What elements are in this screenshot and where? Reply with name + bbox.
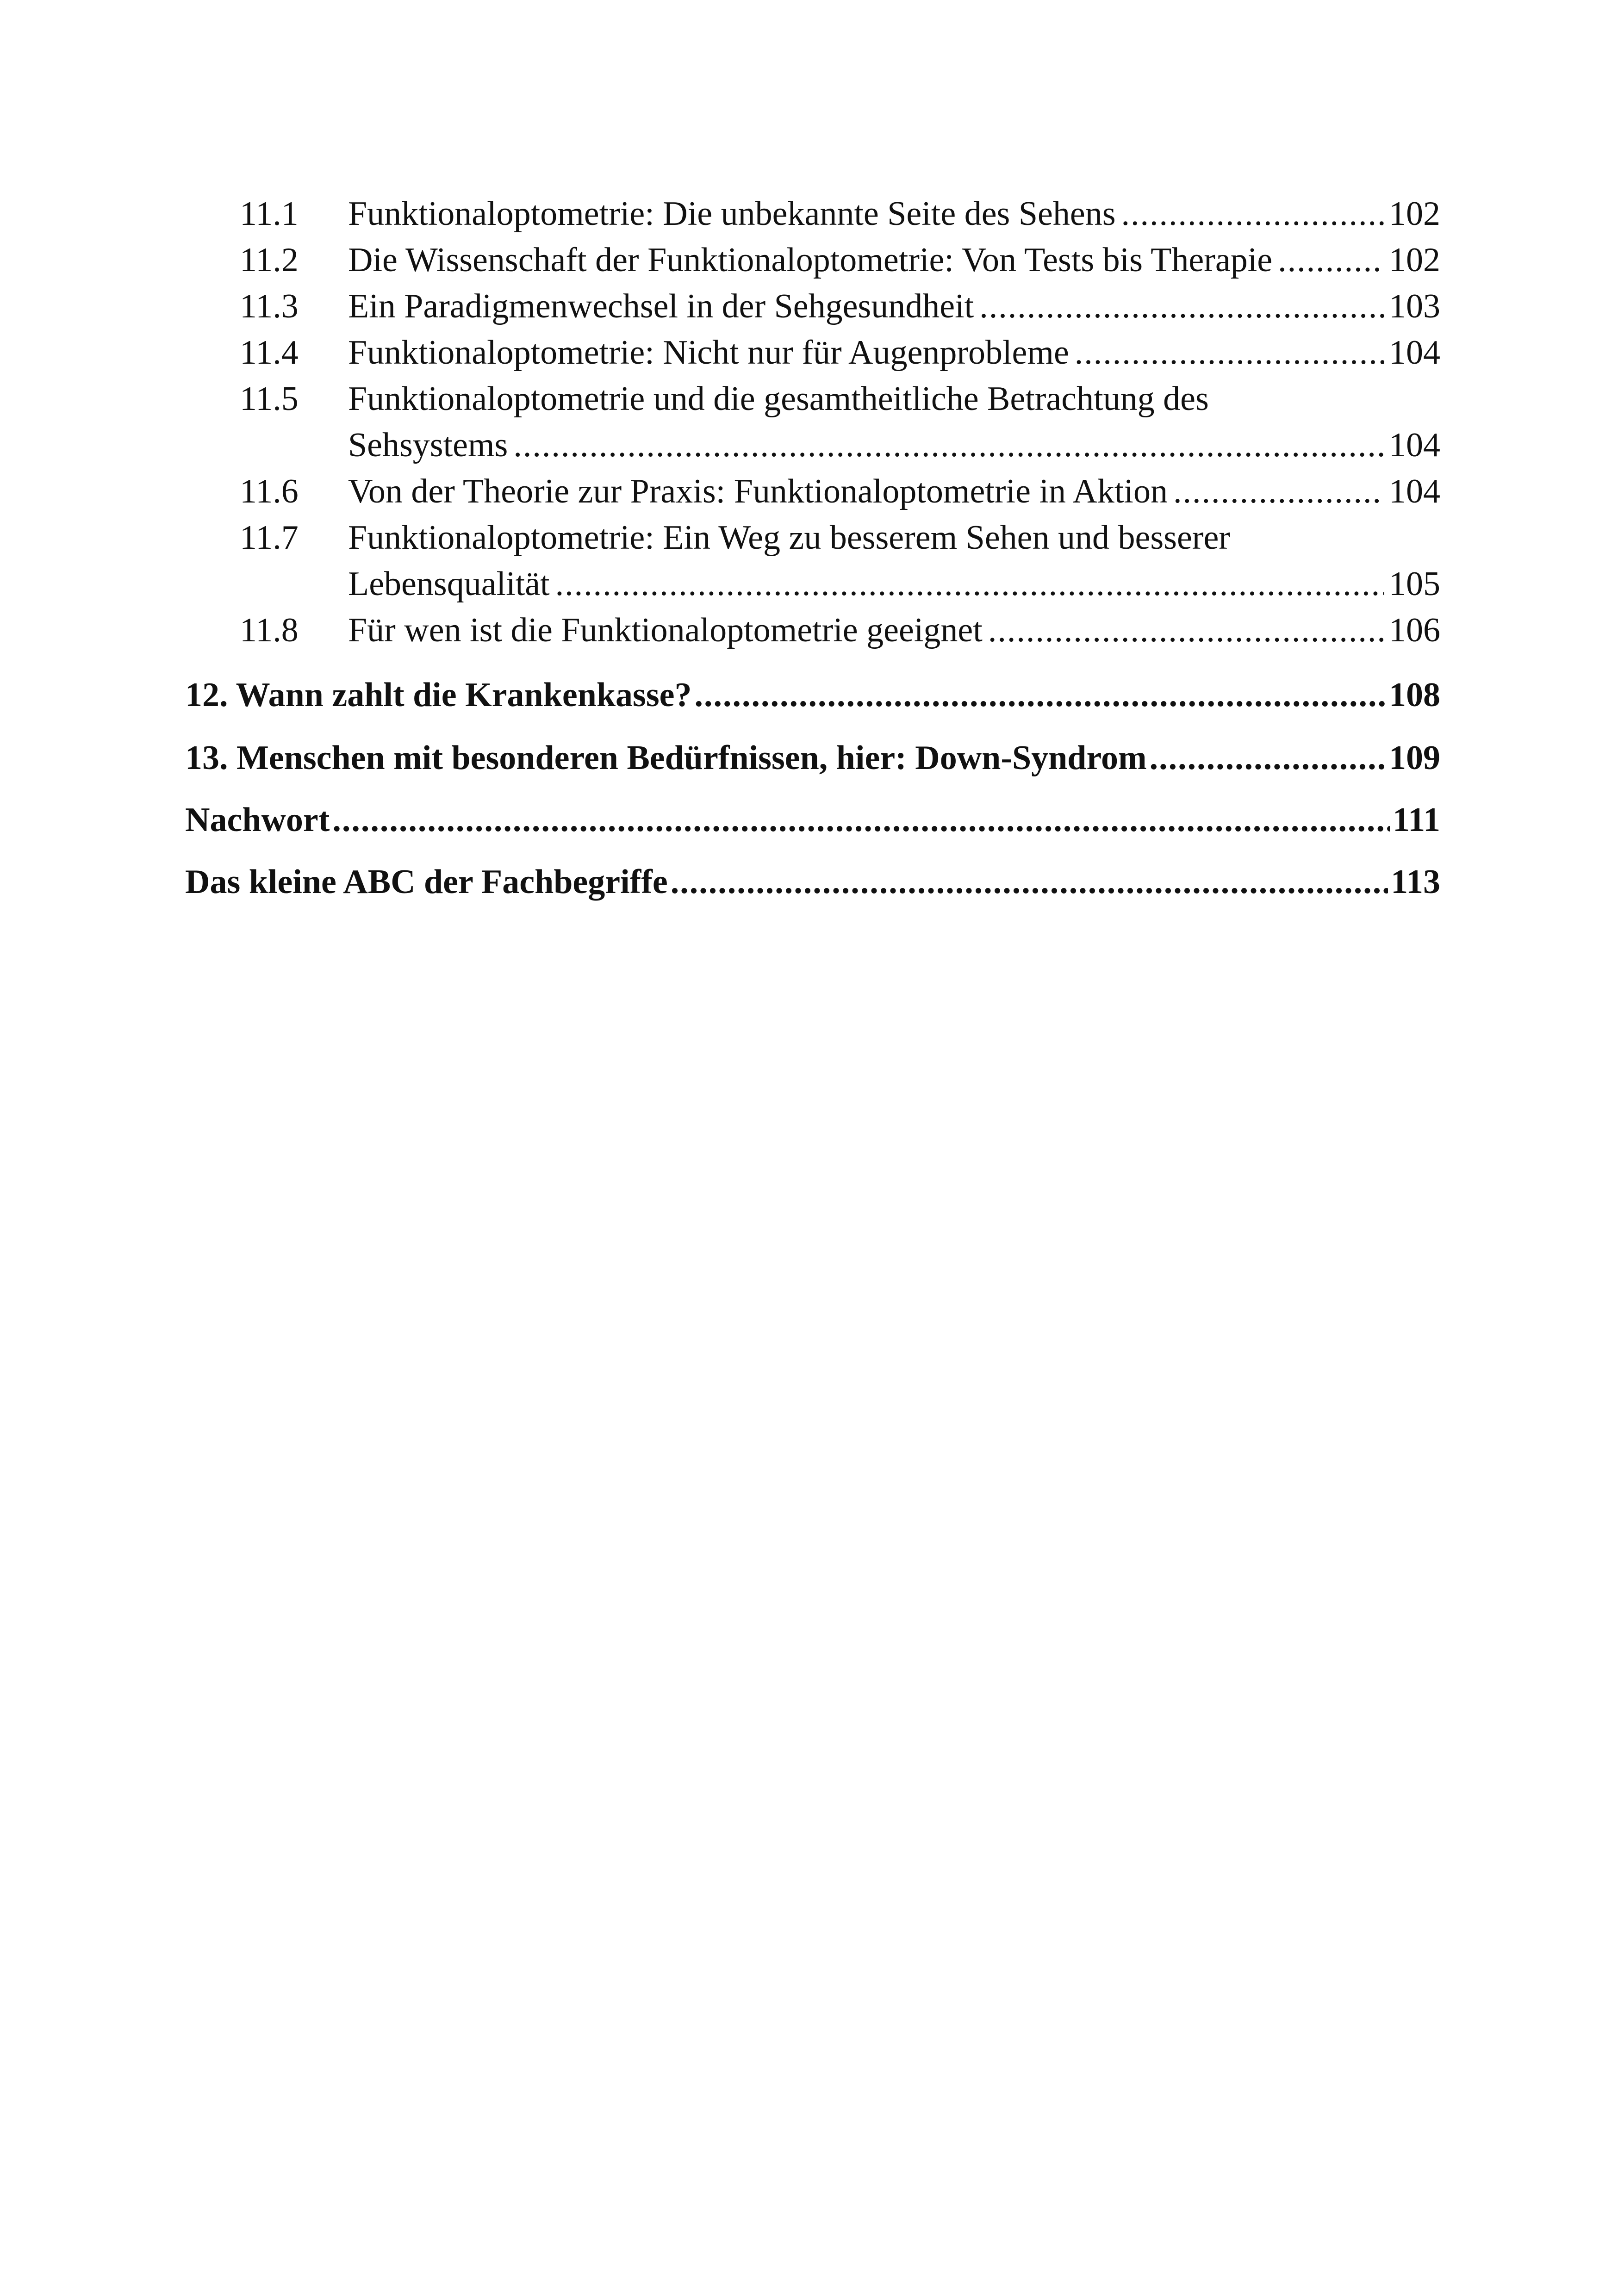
- dot-leader: [1075, 329, 1384, 376]
- toc-entry-11-4[interactable]: [0, 329, 1618, 376]
- section-number: 11.6: [240, 472, 299, 510]
- section-title-line-2: Lebensqualität: [348, 565, 550, 603]
- section-title: Von der Theorie zur Praxis: Funktionaloptometrie in Aktion: [348, 472, 1168, 510]
- section-number: 11.8: [240, 611, 299, 649]
- section-title-line-2: Sehsystems: [348, 426, 508, 464]
- toc-chapter-13[interactable]: [185, 735, 1440, 781]
- dot-leader: [555, 561, 1384, 607]
- dot-leader: [979, 283, 1384, 329]
- section-title-line-1: Funktionaloptometrie und die gesamtheitliche Betrachtung des: [348, 380, 1209, 418]
- dot-leader: [332, 797, 1390, 843]
- page-number: 104: [1389, 472, 1440, 510]
- chapter-title: Das kleine ABC der Fachbegriffe: [185, 863, 668, 901]
- section-number: 11.1: [240, 195, 299, 233]
- toc-glossary[interactable]: [185, 859, 1440, 905]
- chapter-title: Nachwort: [185, 801, 330, 839]
- chapter-title: 13. Menschen mit besonderen Bedürfnissen, hier: Down-Syndrom: [185, 739, 1147, 777]
- toc-chapter-12[interactable]: [185, 672, 1440, 718]
- page-number: 104: [1389, 426, 1440, 464]
- dot-leader: [1278, 237, 1384, 283]
- section-title: Für wen ist die Funktionaloptometrie geeignet: [348, 611, 983, 649]
- page-number: 113: [1391, 863, 1440, 901]
- page-number: 106: [1389, 611, 1440, 649]
- dot-leader: [671, 859, 1388, 905]
- dot-leader: [1150, 735, 1386, 781]
- page-number: 102: [1389, 195, 1440, 233]
- toc-entry-11-2[interactable]: [0, 237, 1618, 283]
- section-number: 11.7: [240, 519, 299, 557]
- toc-entry-11-6[interactable]: [0, 468, 1618, 515]
- section-title: Ein Paradigmenwechsel in der Sehgesundheit: [348, 287, 974, 325]
- page-number: 111: [1393, 801, 1440, 839]
- toc-nachwort[interactable]: [185, 797, 1440, 843]
- toc-entry-11-7[interactable]: [0, 515, 1618, 607]
- page-number: 103: [1389, 287, 1440, 325]
- section-title: Funktionaloptometrie: Nicht nur für Augenprobleme: [348, 334, 1069, 372]
- chapter-title: 12. Wann zahlt die Krankenkasse?: [185, 676, 692, 714]
- section-title: Funktionaloptometrie: Die unbekannte Seite des Sehens: [348, 195, 1116, 233]
- page-number: 109: [1389, 739, 1440, 777]
- section-title: Die Wissenschaft der Funktionaloptometrie: Von Tests bis Therapie: [348, 241, 1273, 279]
- section-number: 11.5: [240, 380, 299, 418]
- toc-entry-11-3[interactable]: [0, 283, 1618, 329]
- section-title-line-1: Funktionaloptometrie: Ein Weg zu besserem Sehen und besserer: [348, 519, 1230, 557]
- dot-leader: [1173, 468, 1384, 515]
- page-number: 104: [1389, 334, 1440, 372]
- toc-entry-11-5[interactable]: [0, 376, 1618, 468]
- dot-leader: [1121, 191, 1385, 237]
- toc-entry-11-8[interactable]: [0, 607, 1618, 653]
- toc-entry-11-1[interactable]: [0, 191, 1618, 237]
- page-number: 102: [1389, 241, 1440, 279]
- section-number: 11.2: [240, 241, 299, 279]
- section-number: 11.3: [240, 287, 299, 325]
- page-number: 108: [1389, 676, 1440, 714]
- dot-leader: [513, 422, 1384, 468]
- dot-leader: [694, 672, 1386, 718]
- section-number: 11.4: [240, 334, 299, 372]
- dot-leader: [988, 607, 1384, 653]
- page-number: 105: [1389, 565, 1440, 603]
